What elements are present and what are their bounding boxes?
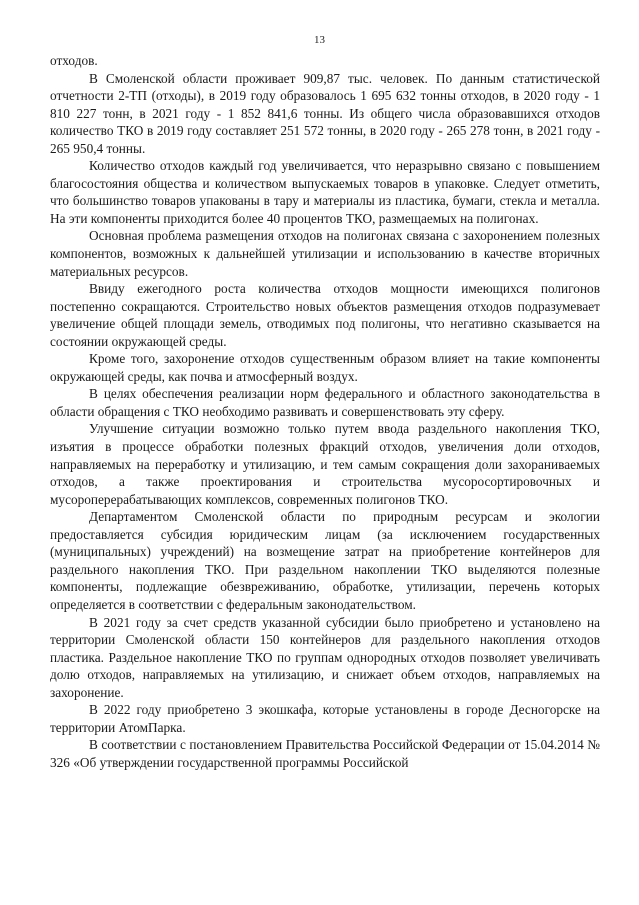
document-body xyxy=(50,52,600,771)
paragraph: В 2021 году за счет средств указанной субсидии было приобретено и установлено на территории Смоленской области 150 контейнеров для раздельного накопления отходов пластика. Раздельное накопление ТКО по группам однородных отходов позволяет увеличивать долю отходов, направляемых на утилизацию, и снижает объем отходов, направляемых на захоронение. xyxy=(50,614,600,700)
paragraph: Улучшение ситуации возможно только путем ввода раздельного накопления ТКО, изъятия в процессе обработки полезных фракций отходов, увеличения доли отходов, направляемых на переработку и утилизацию, и тем самым сокращения доли захораниваемых отходов, а также проектирования и строительства мусоросортировочных и мусороперерабатывающих комплексов, современных полигонов ТКО. xyxy=(50,421,600,507)
paragraph: Департаментом Смоленской области по природным ресурсам и экологии предоставляется субсидия юридическим лицам (за исключением государственных (муниципальных) учреждений) на возмещение затрат на приобретение контейнеров для раздельного накопления ТКО. При раздельном накоплении ТКО выделяются полезные компоненты, подлежащие обезвреживанию, обработке, утилизации, перечень которых определяется в соответствии с федеральным законодательством. xyxy=(50,509,600,612)
paragraph: В соответствии с постановлением Правительства Российской Федерации от 15.04.2014 № 326 «Об утверждении государственной программы Российской xyxy=(50,737,600,770)
paragraph: Количество отходов каждый год увеличивается, что неразрывно связано с повышением благосостояния общества и количеством выпускаемых товаров в упаковке. Следует отметить, что большинство товаров упакованы в тару и материалы из пластика, бумаги, стекла и металла. На эти компоненты приходится более 40 процентов ТКО, размещаемых на полигонах. xyxy=(50,158,600,226)
paragraph: отходов. xyxy=(50,53,98,68)
paragraph: Кроме того, захоронение отходов существенным образом влияет на такие компоненты окружающей среды, как почва и атмосферный воздух. xyxy=(50,351,600,384)
paragraph: Ввиду ежегодного роста количества отходов мощности имеющихся полигонов постепенно сокращаются. Строительство новых объектов размещения отходов подразумевает увеличение общей площади земель, отводимых под полигоны, что негативно сказывается на состоянии окружающей среды. xyxy=(50,281,600,349)
paragraph: Основная проблема размещения отходов на полигонах связана с захоронением полезных компонентов, возможных к дальнейшей утилизации и использованию в качестве вторичных материальных ресурсов. xyxy=(50,228,600,279)
paragraph: В целях обеспечения реализации норм федерального и областного законодательства в области обращения с ТКО необходимо развивать и совершенствовать эту сферу. xyxy=(50,386,600,419)
paragraph: В 2022 году приобретено 3 экошкафа, которые установлены в городе Десногорске на территории АтомПарка. xyxy=(50,702,600,735)
paragraph: В Смоленской области проживает 909,87 тыс. человек. По данным статистической отчетности 2-ТП (отходы), в 2019 году образовалось 1 695 632 тонны отходов, в 2020 году - 1 810 227 тонн, в 2021 году - 1 852 841,6 тонны. Из общего числа образовавшихся отходов количество ТКО в 2019 году составляет 251 572 тонны, в 2020 году - 265 278 тонн, в 2021 году - 265 950,4 тонны. xyxy=(50,70,600,156)
page-number: 13 xyxy=(314,34,325,46)
